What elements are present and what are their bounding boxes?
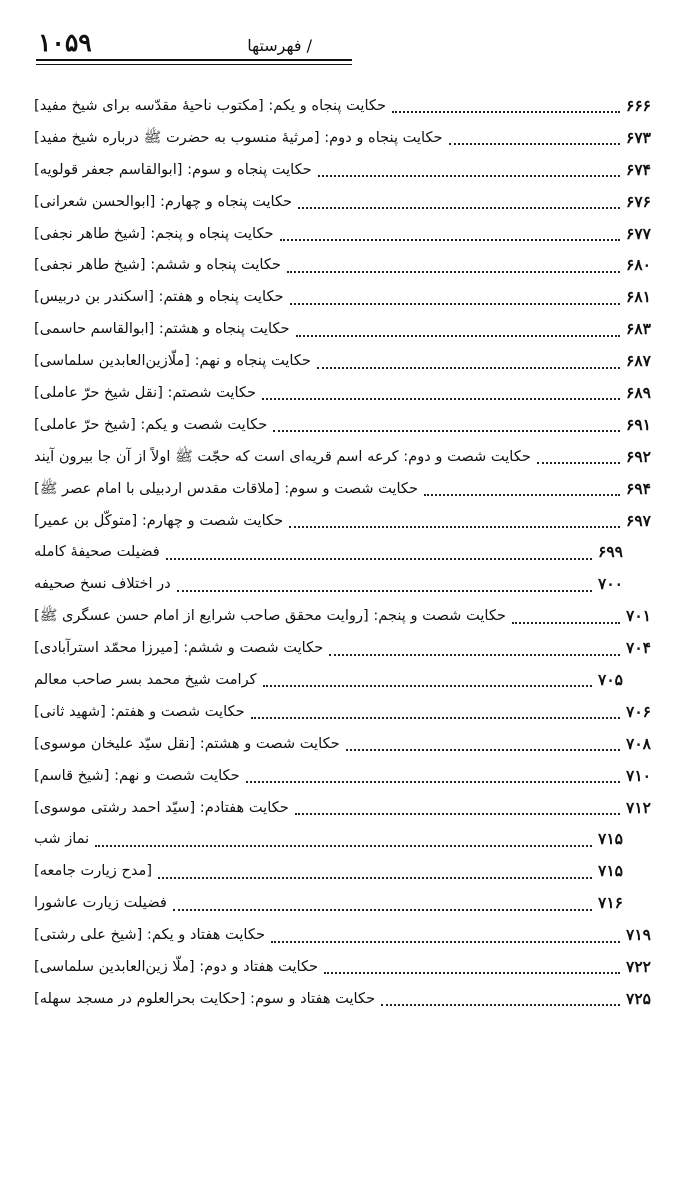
table-of-contents [34,90,666,1015]
toc-entry-title: حکایت شصتم: [نقل شیخ حرّ عاملی] [34,383,257,401]
toc-page-number: ۶۶۶ [626,95,651,115]
toc-entry [34,792,666,824]
dot-leader [537,461,620,464]
page-number: ۱۰۵۹ [38,28,92,57]
toc-entry [34,409,666,441]
toc-page-number: ۷۱۹ [626,925,651,945]
dot-leader [158,876,592,879]
dot-leader [346,748,620,751]
header-rule-thick [36,59,352,61]
section-title: / فهرستها [247,36,312,55]
toc-page-number: ۶۹۱ [626,414,651,434]
dot-leader [317,366,620,369]
dot-leader [296,334,621,337]
dot-leader [512,621,620,624]
toc-page-number: ۷۰۸ [626,733,651,753]
toc-entry [34,90,666,122]
toc-entry-title: حکایت هفتاد و یکم: [شیخ علی رشتی] [34,926,265,944]
toc-entry [34,377,666,409]
toc-entry-title: فضیلت زیارت عاشورا [34,894,167,912]
dot-leader [295,812,620,815]
toc-entry [34,281,666,313]
toc-entry-title: حکایت پنجاه و چهارم: [ابوالحسن شعرانی] [34,192,293,210]
toc-entry [34,441,666,473]
toc-page-number: ۷۲۵ [626,988,651,1008]
dot-leader [290,302,620,305]
toc-page-number: ۶۸۰ [626,255,651,275]
toc-entry-title: [مدح زیارت جامعه] [34,862,153,880]
toc-entry [34,760,666,792]
toc-entry [34,505,666,537]
toc-entry [34,696,666,728]
dot-leader [263,684,592,687]
toc-entry [34,600,666,632]
toc-page-number: ۷۰۵ [598,669,623,689]
toc-page-number: ۶۷۷ [626,223,651,243]
toc-entry-title: کرامت شیخ محمد بسر صاحب معالم [34,670,257,688]
toc-entry [34,345,666,377]
toc-entry [34,919,666,951]
toc-entry-title: حکایت پنجاه و سوم: [ابوالقاسم جعفر قولویه] [34,160,312,178]
toc-entry-title: حکایت پنجاه و نهم: [ملّازین‌العابدین سلماسی] [34,352,311,370]
dot-leader [95,844,592,847]
dot-leader [246,780,620,783]
dot-leader [262,397,620,400]
dot-leader [271,940,620,943]
dot-leader [289,525,620,528]
toc-subentry [34,536,666,568]
toc-entry-title: حکایت هفتاد و سوم: [حکایت بحرالعلوم در مسجد سهله] [34,989,376,1007]
toc-entry [34,313,666,345]
toc-entry-title: حکایت هفتاد و دوم: [ملّا زین‌العابدین سلماسی] [34,957,319,975]
page-header [36,26,352,66]
toc-page-number: ۷۰۰ [598,574,623,594]
toc-entry-title: حکایت پنجاه و ششم: [شیخ طاهر نجفی] [34,256,281,274]
toc-page-number: ۷۱۵ [598,829,623,849]
toc-entry [34,122,666,154]
toc-page-number: ۷۰۱ [626,606,651,626]
toc-page-number: ۶۸۱ [626,287,651,307]
toc-entry-title: حکایت پنجاه و پنجم: [شیخ طاهر نجفی] [34,224,274,242]
dot-leader [177,589,592,592]
toc-entry-title: حکایت شصت و دوم: کرعه اسم قریه‌ای است که حجّت ﷺ اولاً از آن جا بیرون آیند [34,447,531,465]
toc-page-number: ۶۷۶ [626,191,651,211]
toc-subentry [34,823,666,855]
dot-leader [287,270,620,273]
toc-entry [34,473,666,505]
dot-leader [449,142,620,145]
header-rule-thin [36,64,352,65]
toc-entry-title: حکایت پنجاه و هشتم: [ابوالقاسم حاسمی] [34,320,290,338]
toc-entry [34,632,666,664]
toc-page-number: ۶۹۹ [598,542,623,562]
dot-leader [424,493,620,496]
toc-page-number: ۷۱۶ [598,893,623,913]
toc-entry [34,186,666,218]
toc-entry-title: حکایت شصت و پنجم: [روایت محقق صاحب شرایع از امام حسن عسگری ﷺ] [34,607,506,625]
toc-entry-title: حکایت شصت و هفتم: [شهید ثانی] [34,702,245,720]
toc-entry [34,154,666,186]
toc-page-number: ۷۱۵ [598,861,623,881]
toc-entry [34,218,666,250]
toc-subentry [34,664,666,696]
toc-entry [34,249,666,281]
toc-page-number: ۷۱۲ [626,797,651,817]
toc-page-number: ۷۲۲ [626,956,651,976]
dot-leader [251,716,620,719]
toc-subentry [34,855,666,887]
toc-entry-title: حکایت شصت و سوم: [ملاقات مقدس اردبیلی با امام عصر ﷺ] [34,479,419,497]
toc-page-number: ۶۷۴ [626,159,651,179]
toc-entry-title: فضیلت صحیفهٔ کامله [34,543,160,561]
toc-page-number: ۶۸۹ [626,382,651,402]
toc-entry-title: حکایت شصت و هشتم: [نقل سیّد علیخان موسوی] [34,734,340,752]
toc-entry-title: حکایت شصت و نهم: [شیخ قاسم] [34,766,240,784]
toc-entry [34,951,666,983]
toc-entry-title: حکایت پنجاه و دوم: [مرثیهٔ منسوب به حضرت ﷺ درباره شیخ مفید] [34,128,443,146]
toc-entry-title: حکایت پنجاه و یکم: [مکتوب ناحیهٔ مقدّسه برای شیخ مفید] [34,96,386,114]
toc-page-number: ۶۹۴ [626,478,651,498]
toc-entry-title: حکایت شصت و یکم: [شیخ حرّ عاملی] [34,415,268,433]
dot-leader [273,429,620,432]
dot-leader [173,908,592,911]
toc-entry-title: حکایت هفتادم: [سیّد احمد رشتی موسوی] [34,798,289,816]
dot-leader [392,110,620,113]
toc-entry [34,983,666,1015]
toc-page-number: ۷۱۰ [626,765,651,785]
toc-page-number: ۶۹۲ [626,446,651,466]
toc-entry-title: حکایت شصت و ششم: [میرزا محمّد استرآبادی] [34,639,324,657]
toc-page-number: ۷۰۶ [626,701,651,721]
toc-entry-title: در اختلاف نسخ صحیفه [34,575,171,593]
toc-page-number: ۶۷۳ [626,127,651,147]
dot-leader [329,653,620,656]
toc-entry-title: نماز شب [34,830,90,848]
toc-page-number: ۷۰۴ [626,638,651,658]
toc-entry [34,728,666,760]
toc-page-number: ۶۸۷ [626,351,651,371]
toc-entry-title: حکایت شصت و چهارم: [متوکّل بن عمیر] [34,511,284,529]
dot-leader [324,971,620,974]
toc-page-number: ۶۹۷ [626,510,651,530]
dot-leader [381,1003,620,1006]
toc-subentry [34,568,666,600]
toc-subentry [34,887,666,919]
dot-leader [318,174,620,177]
dot-leader [280,238,620,241]
toc-page-number: ۶۸۳ [626,319,651,339]
dot-leader [298,206,620,209]
dot-leader [166,557,592,560]
toc-entry-title: حکایت پنجاه و هفتم: [اسکندر بن دربیس] [34,288,284,306]
